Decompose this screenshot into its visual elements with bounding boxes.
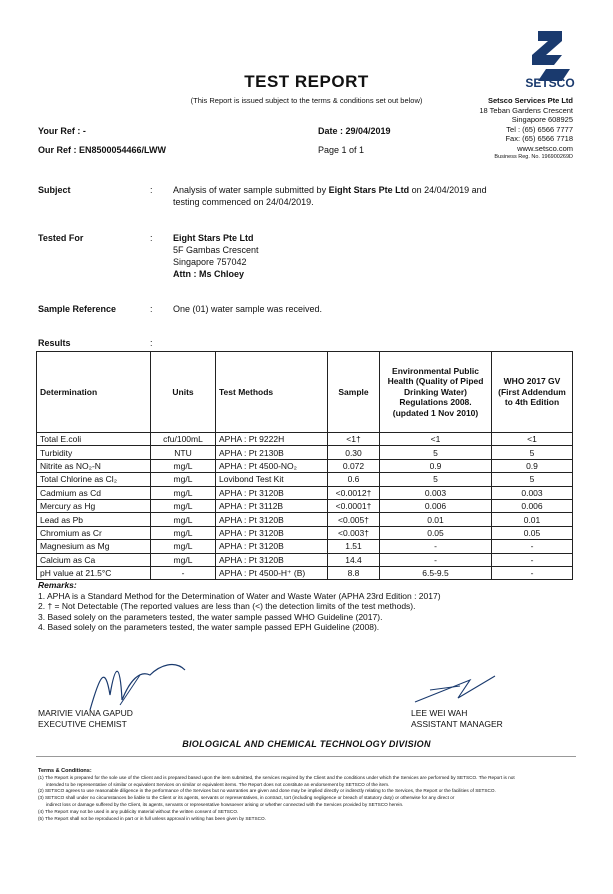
client-addr2: Singapore 757042 — [173, 257, 247, 267]
cell-units: mg/L — [151, 526, 216, 539]
tested-for-block — [173, 232, 259, 280]
cell-units: NTU — [151, 446, 216, 459]
company-block — [373, 96, 573, 163]
cell-sample: 8.8 — [328, 566, 380, 579]
cell-eph: - — [380, 540, 492, 553]
sample-ref-colon: : — [150, 304, 153, 314]
header-methods: Test Methods — [216, 352, 328, 433]
cell-who: 5 — [492, 473, 573, 486]
cell-determination: Chromium as Cr — [37, 526, 151, 539]
cell-sample: 0.6 — [328, 473, 380, 486]
cell-eph: 6.5-9.5 — [380, 566, 492, 579]
table-row — [37, 553, 573, 566]
cell-determination: pH value at 21.5°C — [37, 566, 151, 579]
cell-who: <1 — [492, 433, 573, 446]
cell-sample: <0.003† — [328, 526, 380, 539]
terms-item: (5) The Report shall not be reproduced in part or in full unless approval in writing has been given by SETSCO. — [38, 815, 266, 821]
company-address2: Singapore 608925 — [511, 115, 573, 124]
terms-conditions — [38, 768, 578, 822]
cell-units: mg/L — [151, 553, 216, 566]
cell-who: 5 — [492, 446, 573, 459]
header-units: Units — [151, 352, 216, 433]
signatory-right — [411, 708, 503, 730]
header-sample: Sample — [328, 352, 380, 433]
terms-item: (2) SETSCO agrees to use reasonable diligence in the performance of the Services but no warranties are given and done may be implied directly or indirectly relating to the Services, the Report or the facilities of SETSCO. — [38, 788, 496, 794]
company-name: Setsco Services Pte Ltd — [487, 96, 573, 105]
terms-item: (4) The Report may not be used in any publicity material without the written consent of SETSCO. — [38, 808, 239, 814]
subject-text-a: Analysis of water sample submitted by — [173, 185, 329, 195]
cell-determination: Total Chlorine as Cl₂ — [37, 473, 151, 486]
cell-units: cfu/100mL — [151, 433, 216, 446]
table-row — [37, 433, 573, 446]
cell-sample: 0.072 — [328, 459, 380, 472]
cell-method: APHA : Pt 9222H — [216, 433, 328, 446]
header-who: WHO 2017 GV (First Addendum to 4th Edition — [492, 352, 573, 433]
cell-sample: 0.30 — [328, 446, 380, 459]
tested-for-label: Tested For — [38, 233, 84, 243]
cell-determination: Total E.coli — [37, 433, 151, 446]
cell-who: - — [492, 566, 573, 579]
cell-method: APHA : Pt 3112B — [216, 499, 328, 512]
cell-who: 0.003 — [492, 486, 573, 499]
subject-colon: : — [150, 185, 153, 195]
company-web: www.setsco.com — [517, 143, 573, 153]
signatory-left — [38, 708, 133, 730]
results-label: Results — [38, 338, 71, 348]
client-addr1: 5F Gambas Crescent — [173, 245, 259, 255]
cell-units: mg/L — [151, 499, 216, 512]
results-table — [36, 351, 573, 580]
cell-method: APHA : Pt 4500-NO₂ — [216, 459, 328, 472]
cell-eph: 0.01 — [380, 513, 492, 526]
table-row — [37, 566, 573, 579]
cell-determination: Calcium as Ca — [37, 553, 151, 566]
division-name: BIOLOGICAL AND CHEMICAL TECHNOLOGY DIVISION — [182, 739, 431, 749]
tested-for-colon: : — [150, 233, 153, 243]
sample-ref-text: One (01) water sample was received. — [173, 304, 323, 314]
table-row — [37, 446, 573, 459]
company-tel: Tel : (65) 6566 7777 — [506, 124, 573, 134]
page-number: Page 1 of 1 — [318, 145, 365, 155]
terms-item: indirect loss or damage suffered by the Client, its agents, servants or representative howsoever arising or whether connected with the Services provided by SETSCO herein. — [46, 801, 404, 807]
table-row — [37, 459, 573, 472]
table-row — [37, 473, 573, 486]
sample-ref-label: Sample Reference — [38, 304, 117, 314]
report-title: TEST REPORT — [244, 72, 369, 91]
signatory-right-name: LEE WEI WAH — [411, 708, 468, 718]
company-reg: Business Reg. No. 196900269D — [494, 154, 573, 160]
cell-who: - — [492, 553, 573, 566]
company-address1: 18 Teban Gardens Crescent — [479, 105, 573, 115]
cell-who: 0.05 — [492, 526, 573, 539]
cell-who: 0.006 — [492, 499, 573, 512]
table-header-row — [37, 352, 573, 433]
cell-sample: <1† — [328, 433, 380, 446]
signature-right — [410, 672, 500, 706]
table-row — [37, 526, 573, 539]
signature-left — [80, 655, 190, 715]
header-eph: Environmental Public Health (Quality of Piped Drinking Water) Regulations 2008. (updated 1 Nov 2010) — [380, 352, 492, 433]
cell-sample: 1.51 — [328, 540, 380, 553]
report-date: Date : 29/04/2019 — [318, 126, 391, 136]
cell-method: APHA : Pt 3120B — [216, 486, 328, 499]
cell-method: APHA : Pt 3120B — [216, 513, 328, 526]
cell-eph: 0.9 — [380, 459, 492, 472]
signatory-left-name: MARIVIE VIANA GAPUD — [38, 708, 133, 718]
cell-eph: 0.003 — [380, 486, 492, 499]
cell-eph: 0.006 — [380, 499, 492, 512]
cell-who: 0.01 — [492, 513, 573, 526]
remark-item: 1. APHA is a Standard Method for the Determination of Water and Waste Water (APHA 23rd Edition : 2017) — [38, 590, 441, 601]
logo-text: SETSCO — [525, 76, 575, 90]
cell-who: 0.9 — [492, 459, 573, 472]
remark-item: 4. Based solely on the parameters tested, the water sample passed EPH Guideline (2008). — [38, 622, 380, 632]
cell-determination: Magnesium as Mg — [37, 540, 151, 553]
cell-eph: 5 — [380, 473, 492, 486]
cell-eph: <1 — [380, 433, 492, 446]
report-subtitle: (This Report is issued subject to the terms & conditions set out below) — [190, 96, 423, 105]
header-determination: Determination — [37, 352, 151, 433]
subject-label: Subject — [38, 185, 71, 195]
cell-sample: 14.4 — [328, 553, 380, 566]
cell-units: mg/L — [151, 486, 216, 499]
cell-eph: 0.05 — [380, 526, 492, 539]
subject-client: Eight Stars Pte Ltd — [328, 185, 410, 195]
cell-units: - — [151, 566, 216, 579]
cell-determination: Turbidity — [37, 446, 151, 459]
cell-determination: Cadmium as Cd — [37, 486, 151, 499]
cell-sample: <0.0001† — [328, 499, 380, 512]
cell-units: mg/L — [151, 459, 216, 472]
cell-method: APHA : Pt 4500-H⁺ (B) — [216, 566, 328, 579]
subject-text-c: on 24/04/2019 and — [409, 185, 487, 195]
results-colon: : — [150, 338, 153, 348]
cell-units: mg/L — [151, 473, 216, 486]
remark-item: 3. Based solely on the parameters tested, the water sample passed WHO Guideline (2017). — [38, 611, 383, 622]
table-row — [37, 513, 573, 526]
table-row — [37, 499, 573, 512]
cell-units: mg/L — [151, 540, 216, 553]
your-ref: Your Ref : - — [38, 126, 86, 136]
remarks-title: Remarks: — [38, 580, 77, 590]
table-row — [37, 540, 573, 553]
cell-determination: Nitrite as NO₂-N — [37, 459, 151, 472]
subject-text-2: testing commenced on 24/04/2019. — [173, 197, 314, 207]
cell-method: APHA : Pt 3120B — [216, 540, 328, 553]
subject-text — [173, 184, 487, 208]
terms-item: (1) The Report is prepared for the sole use of the Client and is prepared based upon the item submitted, the services required by the Client and the conditions under which the Services are performed by SETSCO. The Report is not — [38, 774, 515, 780]
terms-title: Terms & Conditions: — [38, 768, 92, 774]
our-ref: Our Ref : EN8500054466/LWW — [38, 145, 167, 155]
client-name: Eight Stars Pte Ltd — [173, 233, 254, 243]
cell-sample: <0.0012† — [328, 486, 380, 499]
cell-sample: <0.005† — [328, 513, 380, 526]
remark-item: 2. † = Not Detectable (The reported values are less than (<) the detection limits of the test methods). — [38, 601, 416, 611]
cell-method: Lovibond Test Kit — [216, 473, 328, 486]
signatory-left-title: EXECUTIVE CHEMIST — [38, 719, 127, 729]
cell-method: APHA : Pt 2130B — [216, 446, 328, 459]
client-attn: Attn : Ms Chloey — [173, 269, 244, 279]
table-row — [37, 486, 573, 499]
cell-determination: Mercury as Hg — [37, 499, 151, 512]
cell-determination: Lead as Pb — [37, 513, 151, 526]
divider — [36, 756, 576, 757]
terms-item: intended to be representative of similar or equivalent Services on similar or equivalent items. The Report does not constitute an endorsement by SETSCO of the item. — [46, 781, 390, 787]
signatory-right-title: ASSISTANT MANAGER — [411, 719, 503, 729]
cell-units: mg/L — [151, 513, 216, 526]
remarks — [38, 580, 578, 633]
cell-method: APHA : Pt 3120B — [216, 553, 328, 566]
cell-method: APHA : Pt 3120B — [216, 526, 328, 539]
cell-eph: - — [380, 553, 492, 566]
terms-item: (3) SETSCO shall under no circumstances be liable to the Client or its agents, servants or representatives, in contract, tort (including negligence or breach of statutory duty) or otherwise for any direct or — [38, 795, 455, 801]
cell-eph: 5 — [380, 446, 492, 459]
cell-who: - — [492, 540, 573, 553]
company-fax: Fax: (65) 6566 7718 — [505, 134, 573, 143]
